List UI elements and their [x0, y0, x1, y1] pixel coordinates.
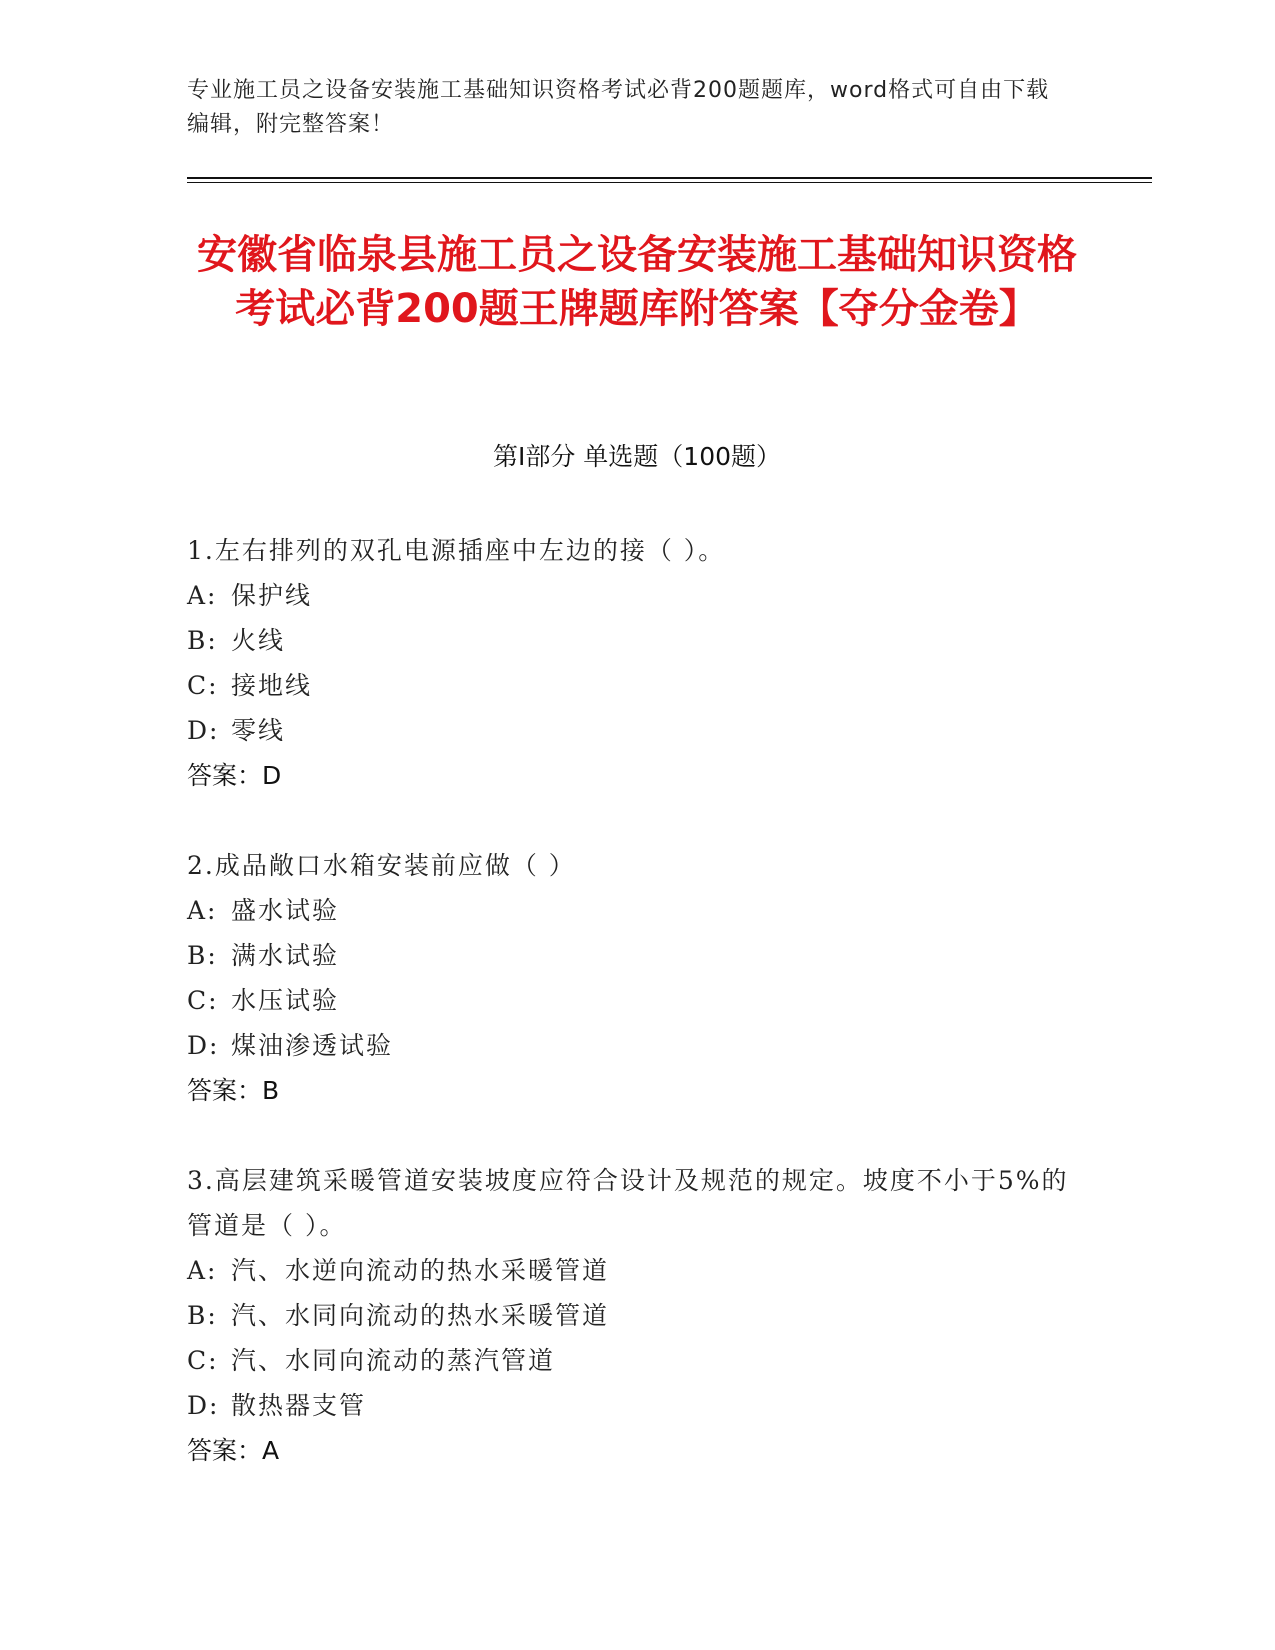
option-text: 汽、水同向流动的蒸汽管道 [231, 1346, 556, 1375]
option-d [187, 1023, 1087, 1068]
option-a [187, 888, 1087, 933]
document-title: 安徽省临泉县施工员之设备安装施工基础知识资格考试必背200题王牌题库附答案【夺分金卷】 [197, 232, 1077, 332]
option-letter: D: [187, 1391, 220, 1420]
option-b [187, 933, 1087, 978]
option-b [187, 618, 1087, 663]
option-text: 盛水试验 [231, 896, 340, 925]
question-stem: 2.成品敞口水箱安装前应做（ ） [187, 851, 576, 880]
option-text: 汽、水逆向流动的热水采暖管道 [231, 1256, 610, 1285]
option-letter: B: [187, 626, 218, 655]
question-3 [187, 1158, 1087, 1473]
option-letter: A: [187, 581, 218, 610]
question-2 [187, 843, 1087, 1113]
option-a [187, 573, 1087, 618]
option-c [187, 978, 1087, 1023]
question-list [187, 528, 1087, 1518]
option-a [187, 1248, 1087, 1293]
option-letter: D: [187, 1031, 220, 1060]
option-text: 煤油渗透试验 [231, 1031, 394, 1060]
section-title: 第Ⅰ部分 单选题（100题） [492, 442, 782, 471]
option-d [187, 1383, 1087, 1428]
option-letter: A: [187, 1256, 218, 1285]
header-rule-thin [187, 182, 1152, 183]
option-c [187, 1338, 1087, 1383]
option-letter: C: [187, 671, 219, 700]
question-stem: 3.高层建筑采暖管道安装坡度应符合设计及规范的规定。坡度不小于5%的管道是（ ）。 [187, 1166, 1069, 1240]
option-text: 汽、水同向流动的热水采暖管道 [231, 1301, 610, 1330]
option-text: 火线 [231, 626, 286, 655]
header-note: 专业施工员之设备安装施工基础知识资格考试必背200题题库，word格式可自由下载编辑，附完整答案！ [187, 78, 1050, 137]
option-letter: C: [187, 986, 219, 1015]
option-letter: B: [187, 941, 218, 970]
option-letter: D: [187, 716, 220, 745]
option-letter: A: [187, 896, 218, 925]
option-text: 零线 [231, 716, 286, 745]
answer-line: 答案：A [187, 1436, 280, 1465]
question-1 [187, 528, 1087, 798]
option-text: 满水试验 [231, 941, 340, 970]
answer-line: 答案：D [187, 761, 282, 790]
answer-line: 答案：B [187, 1076, 280, 1105]
option-text: 散热器支管 [231, 1391, 367, 1420]
option-text: 保护线 [231, 581, 313, 610]
question-stem: 1.左右排列的双孔电源插座中左边的接（ ）。 [187, 536, 726, 565]
option-letter: C: [187, 1346, 219, 1375]
header-rule-thick [187, 177, 1152, 179]
option-b [187, 1293, 1087, 1338]
option-text: 水压试验 [231, 986, 340, 1015]
option-c [187, 663, 1087, 708]
option-letter: B: [187, 1301, 218, 1330]
option-d [187, 708, 1087, 753]
option-text: 接地线 [231, 671, 313, 700]
